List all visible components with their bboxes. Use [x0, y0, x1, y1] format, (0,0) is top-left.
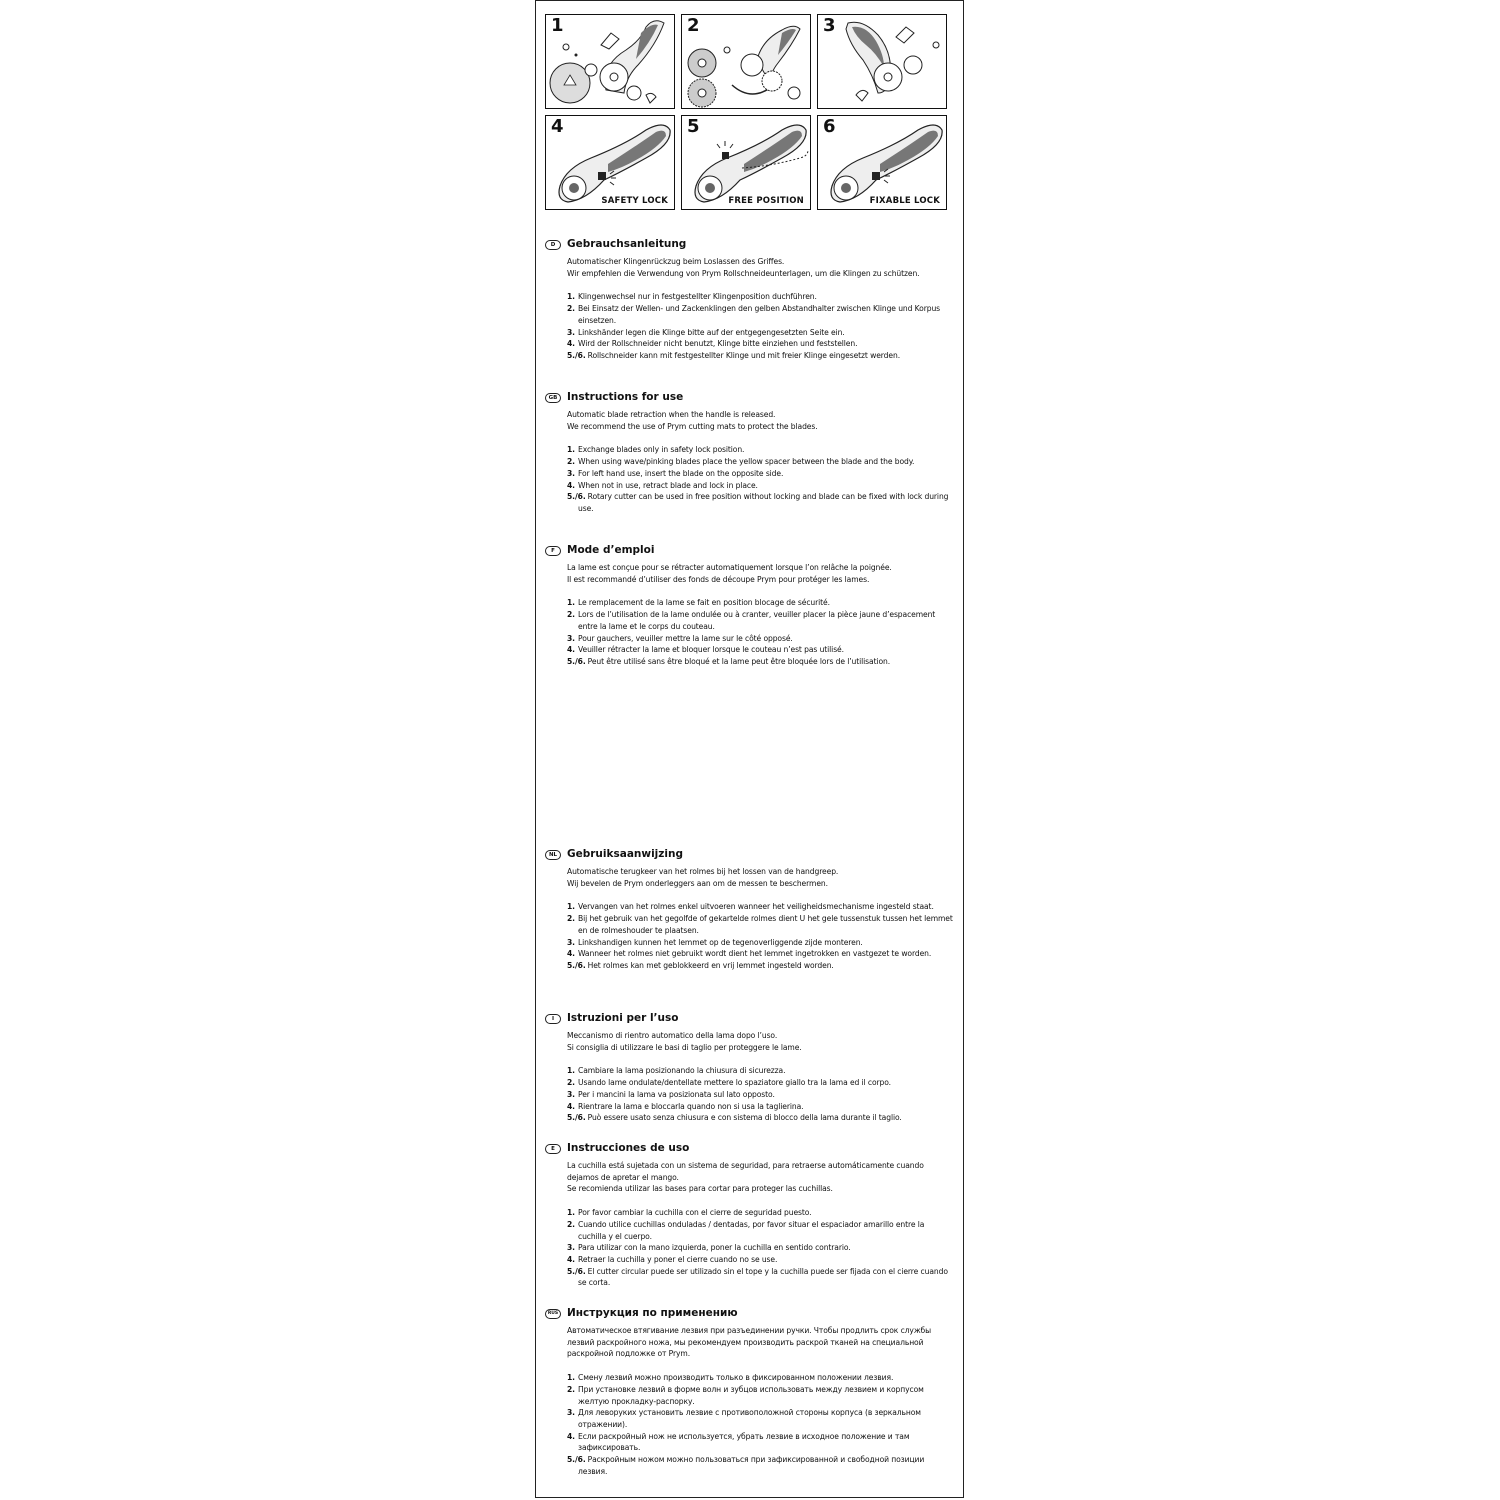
section-title: Gebruiksaanwijzing [567, 848, 683, 860]
section-intro: Meccanismo di rientro automatico della lama dopo l’uso. Si consiglia di utilizzare le basi di taglio per proteggere le lame. [567, 1031, 802, 1052]
panel-number: 3 [823, 15, 836, 36]
left-hand-blade-illustration [818, 15, 947, 109]
section-intro: Automatische terugkeer van het rolmes bij het lossen van de handgreep. Wij bevelen de Prym onderleggers aan om de messen te beschermen. [567, 867, 839, 888]
step-item: 4. Veuiller rétracter la lame et bloquer lorsque le couteau n’est pas utilisé. [567, 645, 844, 655]
section-intro: Автоматическое втягивание лезвия при разъединении ручки. Чтобы продлить срок службы лезвий раскройного ножа, мы рекомендуем производить раскрой тканей на специальной раскройной подложке от Prym. [567, 1326, 932, 1359]
panel-3 [817, 14, 947, 109]
section-title: Instrucciones de uso [567, 1142, 690, 1154]
section-russian [545, 1309, 953, 1477]
step-item: 1. Exchange blades only in safety lock position. [567, 445, 745, 455]
step-item: 2. При установке лезвий в форме волн и зубцов использовать между лезвием и корпусом желтую прокладку-распорку. [567, 1384, 924, 1406]
steps-list [567, 291, 953, 361]
blade-exchange-illustration [546, 15, 675, 109]
section-intro: La lame est conçue pour se rétracter automatiquement lorsque l’on relâche la poignée. Il est recommandé d’utiliser des fonds de découpe Prym pour protéger les lames. [567, 563, 892, 584]
panel-5 [681, 115, 811, 210]
panel-number: 6 [823, 116, 836, 137]
panel-caption: FREE POSITION [728, 196, 804, 206]
language-badge: E [545, 1144, 561, 1154]
step-item: 3. Linkshänder legen die Klinge bitte auf der entgegengesetzten Seite ein. [567, 327, 845, 337]
step-item: 5./6. Раскройным ножом можно пользоваться при зафиксированной и свободной позиции лезвия. [567, 1455, 925, 1476]
step-item: 5./6. El cutter circular puede ser utilizado sin el tope y la cuchilla puede ser fijada con el cierre cuando se corta. [567, 1266, 948, 1288]
section-title: Mode d’emploi [567, 544, 655, 556]
language-badge: D [545, 240, 561, 250]
step-item: 3. Per i mancini la lama va posizionata sul lato opposto. [567, 1089, 775, 1099]
step-item: 3. Linkshandigen kunnen het lemmet op de tegenoverliggende zijde monteren. [567, 937, 863, 947]
section-english [545, 393, 953, 515]
step-item: 5./6. Peut être utilisé sans être bloqué et la lame peut être bloquée lors de l’utilisation. [567, 656, 891, 666]
panel-caption: SAFETY LOCK [601, 196, 668, 206]
section-title: Instructions for use [567, 391, 684, 403]
language-badge: F [545, 546, 561, 556]
panel-caption: FIXABLE LOCK [869, 196, 940, 206]
step-item: 4. Retraer la cuchilla y poner el cierre cuando no se use. [567, 1254, 778, 1264]
panel-number: 5 [687, 116, 700, 137]
section-dutch [545, 850, 953, 972]
section-title: Istruzioni per l’uso [567, 1012, 679, 1024]
section-intro: Automatischer Klingenrückzug beim Loslassen des Griffes. Wir empfehlen die Verwendung von Prym Rollschneideunterlagen, um die Klingen zu schützen. [567, 257, 920, 278]
step-item: 2. Bei Einsatz der Wellen- und Zackenklingen den gelben Abstandhalter zwischen Klinge und Korpus einsetzen. [567, 304, 941, 325]
step-item: 4. Wanneer het rolmes niet gebruikt wordt dient het lemmet ingetrokken en vastgezet te worden. [567, 949, 932, 959]
step-item: 2. Bij het gebruik van het gegolfde of gekartelde rolmes dient U het gele tussenstuk tussen het lemmet en de rolmeshouder te plaatsen. [567, 914, 953, 935]
steps-list [567, 1065, 953, 1124]
panel-number: 1 [551, 15, 564, 36]
section-italian [545, 1014, 953, 1124]
step-item: 5./6. Può essere usato senza chiusura e con sistema di blocco della lama durante il taglio. [567, 1113, 902, 1123]
step-item: 2. When using wave/pinking blades place the yellow spacer between the blade and the body. [567, 457, 915, 467]
step-item: 5./6. Rollschneider kann mit festgestellter Klinge und mit freier Klinge eingesetzt werden. [567, 350, 901, 360]
step-item: 3. For left hand use, insert the blade on the opposite side. [567, 468, 784, 478]
step-item: 2. Cuando utilice cuchillas onduladas / dentadas, por favor situar el espaciador amarillo entre la cuchilla y el cuerpo. [567, 1219, 925, 1241]
panel-1 [545, 14, 675, 109]
step-item: 1. Klingenwechsel nur in festgestellter Klingenposition duchführen. [567, 292, 817, 302]
steps-list [567, 597, 953, 667]
step-item: 1. Por favor cambiar la cuchilla con el cierre de seguridad puesto. [567, 1208, 812, 1218]
step-item: 2. Lors de l’utilisation de la lame ondulée ou à cranter, veuiller placer la pièce jaune d’espacement entre la lame et le corps du couteau. [567, 610, 936, 631]
language-badge: NL [545, 850, 561, 860]
step-item: 1. Le remplacement de la lame se fait en position blocage de sécurité. [567, 598, 830, 608]
steps-list [567, 1372, 953, 1477]
panel-2 [681, 14, 811, 109]
step-item: 1. Смену лезвий можно производить только в фиксированном положении лезвия. [567, 1373, 894, 1383]
section-title: Gebrauchsanleitung [567, 238, 687, 250]
wave-blade-spacer-illustration [682, 15, 811, 109]
section-title: Инструкция по применению [567, 1307, 738, 1319]
section-intro: La cuchilla está sujetada con un sistema de seguridad, para retraerse automáticamente cuando dejamos de apretar el mango. Se recomienda utilizar las bases para cortar para proteger las cuchillas. [567, 1161, 924, 1194]
section-french [545, 546, 953, 668]
panel-number: 2 [687, 15, 700, 36]
steps-list [567, 901, 953, 971]
panel-4 [545, 115, 675, 210]
section-intro: Automatic blade retraction when the handle is released. We recommend the use of Prym cutting mats to protect the blades. [567, 410, 818, 431]
step-item: 3. Pour gauchers, veuiller mettre la lame sur le côté opposé. [567, 633, 793, 643]
section-spanish [545, 1144, 953, 1289]
panel-6 [817, 115, 947, 210]
step-item: 4. Wird der Rollschneider nicht benutzt, Klinge bitte einziehen und feststellen. [567, 339, 858, 349]
steps-list [567, 1207, 953, 1289]
step-item: 3. Para utilizar con la mano izquierda, poner la cuchilla en sentido contrario. [567, 1243, 851, 1253]
instruction-sheet [535, 0, 964, 1498]
steps-list [567, 444, 953, 514]
step-item: 4. When not in use, retract blade and lock in place. [567, 480, 758, 490]
step-item: 2. Usando lame ondulate/dentellate mettere lo spaziatore giallo tra la lama ed il corpo. [567, 1078, 891, 1088]
language-badge: GB [545, 393, 561, 403]
section-german [545, 240, 953, 362]
step-item: 3. Для леворуких установить лезвие с противоположной стороны корпуса (в зеркальном отражении). [567, 1408, 921, 1429]
step-item: 5./6. Rotary cutter can be used in free position without locking and blade can be fixed with lock during use. [567, 492, 949, 513]
panel-number: 4 [551, 116, 564, 137]
step-item: 5./6. Het rolmes kan met geblokkeerd en vrij lemmet ingesteld worden. [567, 960, 834, 970]
language-badge: RUS [545, 1309, 561, 1319]
step-item: 1. Vervangen van het rolmes enkel uitvoeren wanneer het veiligheidsmechanisme ingesteld staat. [567, 902, 934, 912]
step-item: 4. Rientrare la lama e bloccarla quando non si usa la taglierina. [567, 1101, 804, 1111]
step-item: 4. Если раскройный нож не используется, убрать лезвие в исходное положение и там зафиксировать. [567, 1431, 910, 1453]
language-badge: I [545, 1014, 561, 1024]
step-item: 1. Cambiare la lama posizionando la chiusura di sicurezza. [567, 1066, 786, 1076]
